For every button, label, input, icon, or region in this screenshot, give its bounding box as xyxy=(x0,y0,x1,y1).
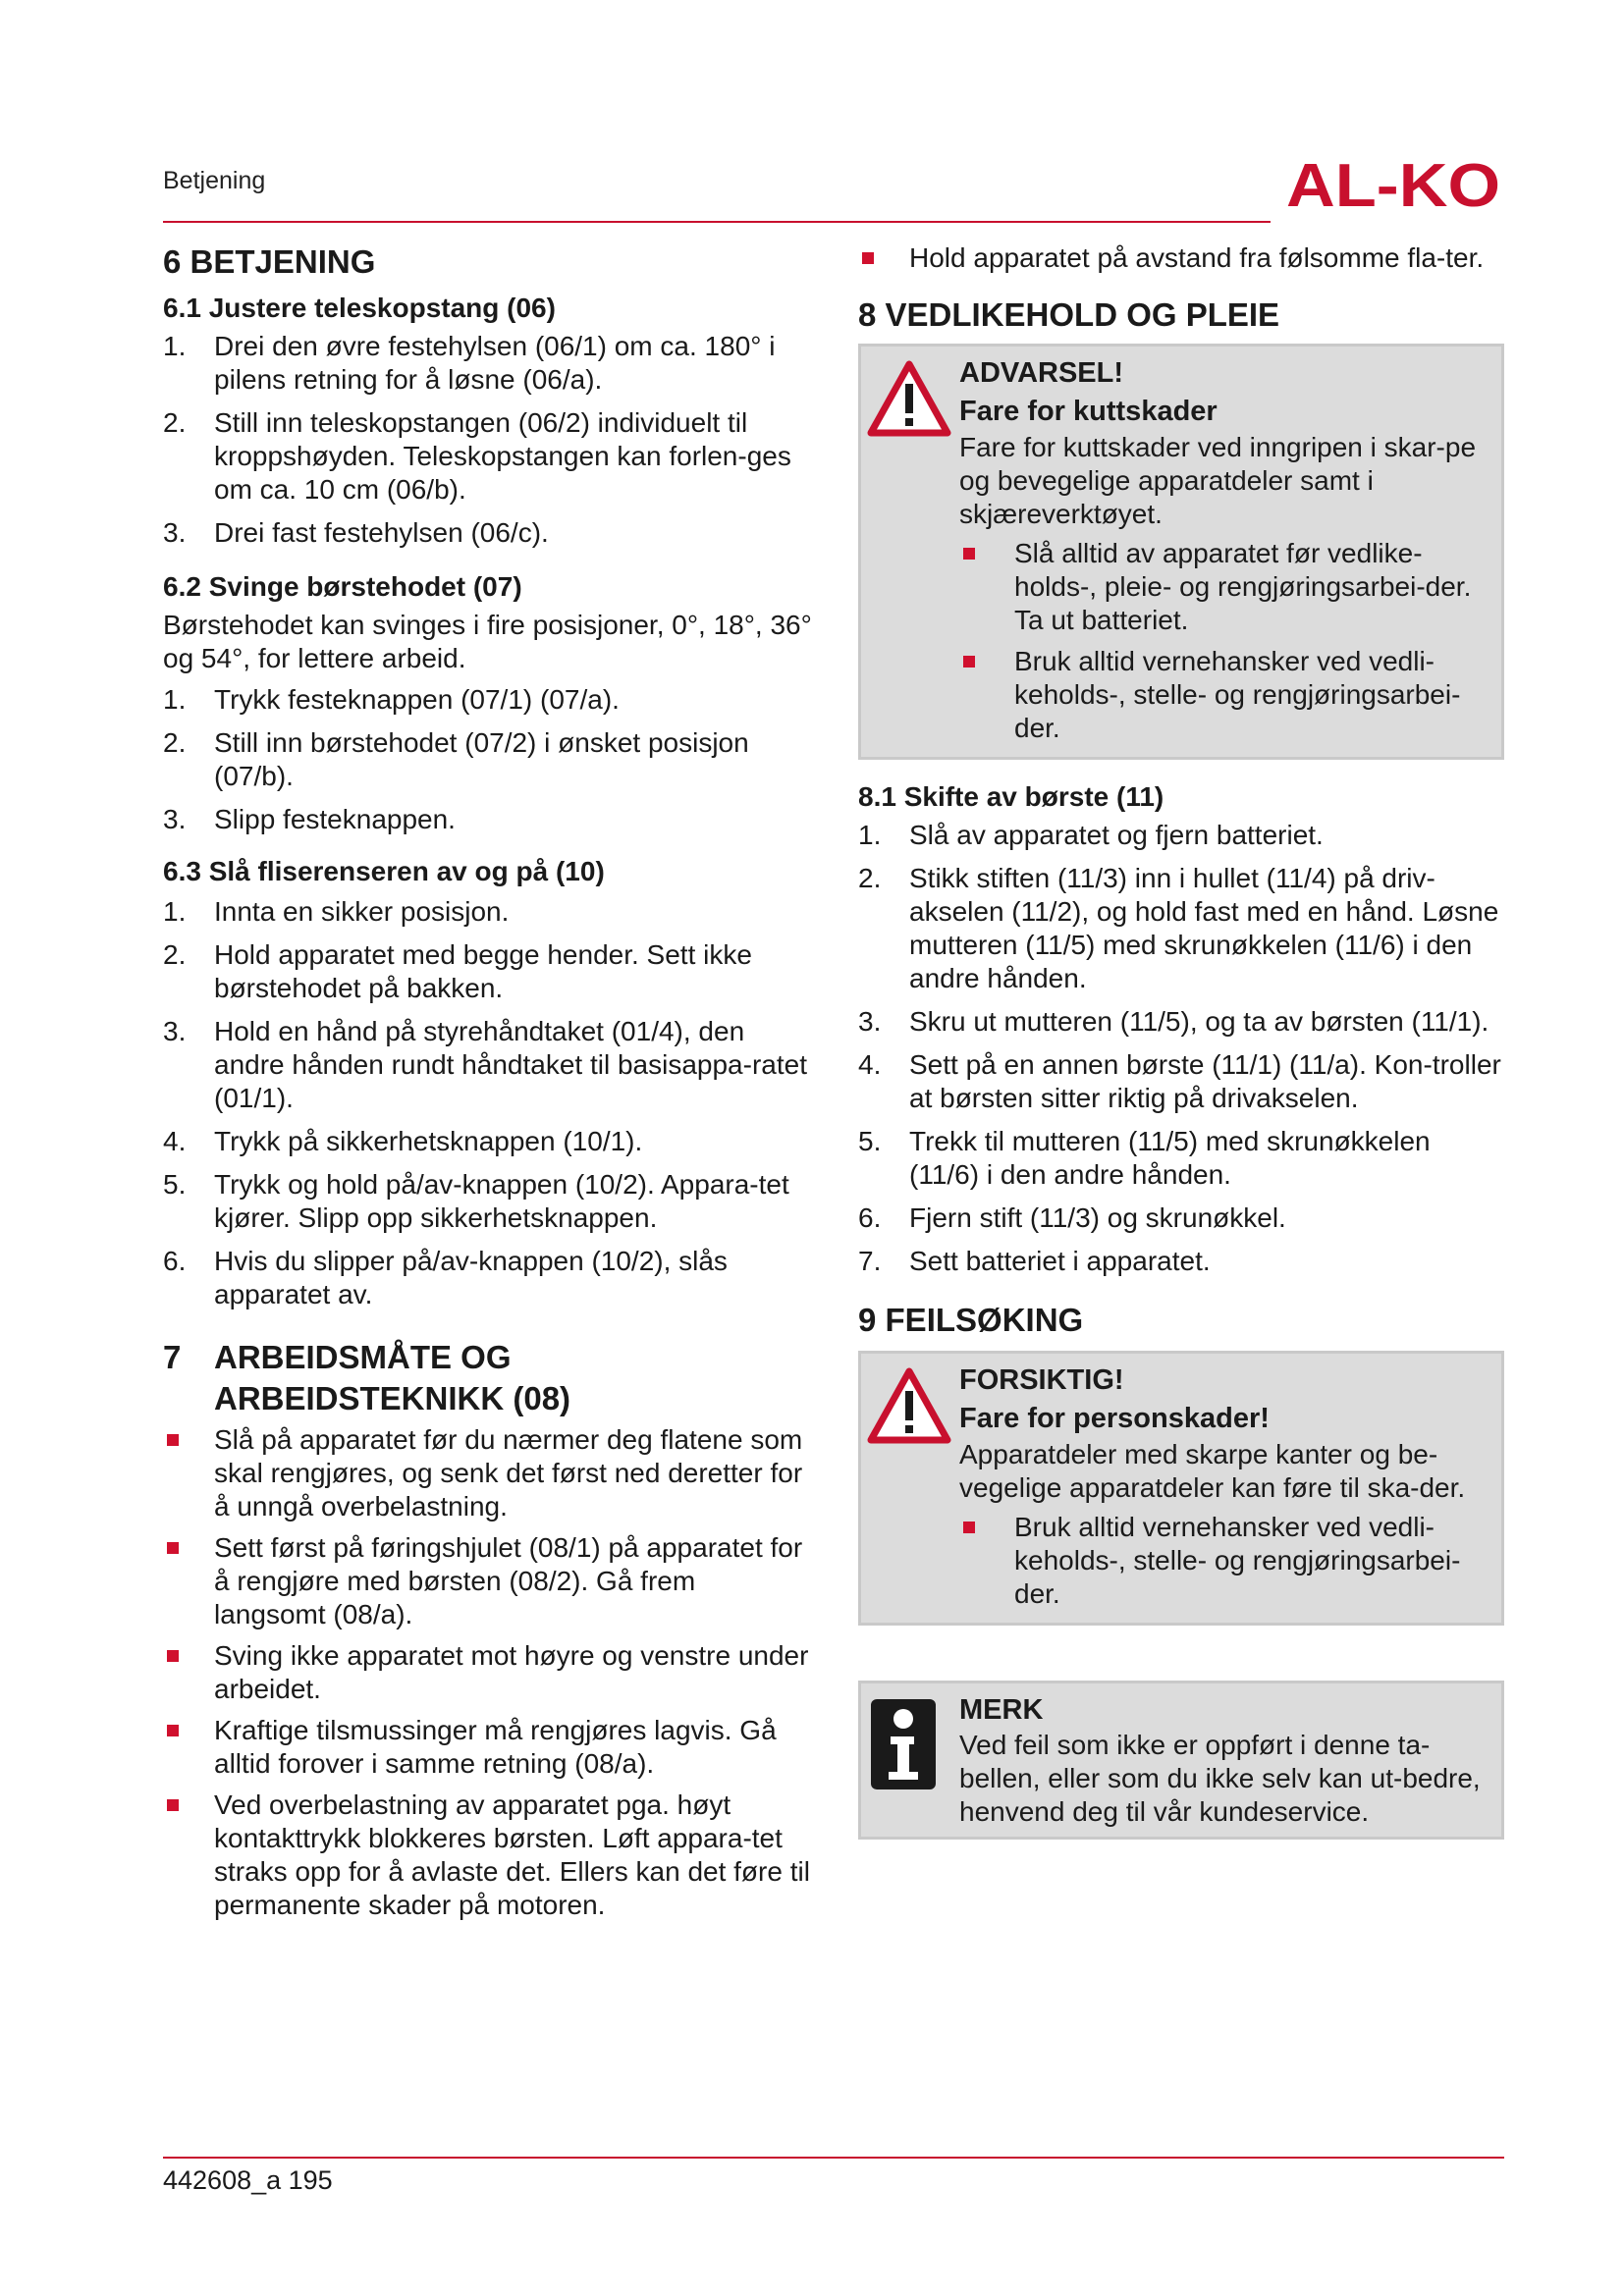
list-item: 6. Hvis du slipper på/av-knappen (10/2), slås apparatet av. xyxy=(163,1246,728,1309)
list-item: Ved overbelastning av apparatet pga. høyt kontakttrykk blokkeres børsten. Løft appara-tet straks opp for å avlaste det. Ellers kan det føre til permanente skader på motoren. xyxy=(163,1789,813,1922)
section-9-heading: 9 FEILSØKING xyxy=(858,1302,1084,1338)
warning-bullets xyxy=(959,537,1489,745)
warning-box xyxy=(858,344,1504,760)
bullet-square-icon xyxy=(963,656,975,667)
list-item: 5. Trykk og hold på/av-knappen (10/2). Appara-tet kjører. Slipp opp sikkerhetsknappen. xyxy=(163,1169,789,1233)
bullet-square-icon xyxy=(963,548,975,560)
section-7-heading: 7 ARBEIDSMÅTE OG ARBEIDSTEKNIKK (08) xyxy=(163,1339,571,1416)
section-7-bullets xyxy=(163,1423,813,1922)
list-item: Bruk alltid vernehansker ved vedli-keholds-, stelle- og rengjøringsarbei-der. xyxy=(959,645,1489,745)
section-6-3-heading: 6.3 Slå fliserenseren av og på (10) xyxy=(163,856,605,886)
list-item: Slå alltid av apparatet før vedlike-holds-, pleie- og rengjøringsarbei-der. Ta ut batteriet. xyxy=(959,537,1489,637)
section-6-2-intro: Børstehodet kan svinges i fire posisjoner, 0°, 18°, 36° og 54°, for lettere arbeid. xyxy=(163,610,812,673)
note-title: MERK xyxy=(959,1694,1044,1726)
alko-logo xyxy=(1284,155,1502,214)
warning-title: ADVARSEL! xyxy=(959,357,1124,389)
section-6-2-heading: 6.2 Svinge børstehodet (07) xyxy=(163,571,522,602)
section-6-2-steps xyxy=(163,683,813,836)
list-item: Hold apparatet på avstand fra følsomme fla-ter. xyxy=(858,241,1504,275)
header-rule xyxy=(163,221,1271,223)
list-item: 2. Hold apparatet med begge hender. Sett ikke børstehodet på bakken. xyxy=(163,939,752,1003)
right-column xyxy=(858,241,1504,1840)
caution-text: Apparatdeler med skarpe kanter og be-vegelige apparatdeler kan føre til ska-der. xyxy=(959,1439,1466,1503)
bullet-square-icon xyxy=(167,1542,179,1554)
footer-rule xyxy=(163,2157,1504,2159)
section-6-heading: 6 BETJENING xyxy=(163,243,376,280)
section-6-3-steps xyxy=(163,895,813,1311)
caution-title: FORSIKTIG! xyxy=(959,1364,1124,1396)
caution-bullets xyxy=(959,1511,1489,1611)
info-icon xyxy=(871,1699,936,1789)
page-footer: 442608_a 195 xyxy=(163,2165,333,2195)
list-item: Kraftige tilsmussinger må rengjøres lagvis. Gå alltid forover i samme retning (08/a). xyxy=(163,1714,813,1781)
list-item: 1. Drei den øvre festehylsen (06/1) om ca. 180° i pilens retning for å løsne (06/a). xyxy=(163,331,776,395)
note-box xyxy=(858,1681,1504,1840)
note-text: Ved feil som ikke er oppført i denne ta-bellen, eller som du ikke selv kan ut-bedre, henvend deg til vår kundeservice. xyxy=(959,1730,1481,1827)
list-item: Sving ikke apparatet mot høyre og venstre under arbeidet. xyxy=(163,1639,813,1706)
section-8-1-heading: 8.1 Skifte av børste (11) xyxy=(858,781,1164,812)
warning-subtitle: Fare for kuttskader xyxy=(959,396,1218,427)
list-item: 5. Trekk til mutteren (11/5) med skrunøkkelen (11/6) i den andre hånden. xyxy=(858,1126,1431,1190)
caution-box xyxy=(858,1351,1504,1626)
warning-text: Fare for kuttskader ved inngripen i skar-pe og bevegelige apparatdeler samt i skjæreverktøyet. xyxy=(959,432,1477,529)
list-item: 3. Hold en hånd på styrehåndtaket (01/4), den andre hånden rundt håndtaket til basisappa-ratet (01/1). xyxy=(163,1016,807,1113)
logo-text: AL-KO xyxy=(1286,155,1500,214)
left-column xyxy=(163,241,813,1922)
list-item: 3. Skru ut mutteren (11/5), og ta av børsten (11/1). xyxy=(858,1006,1489,1037)
continued-bullets xyxy=(858,241,1504,275)
list-item: 3. Slipp festeknappen. xyxy=(163,804,456,834)
list-item: 1. Innta en sikker posisjon. xyxy=(163,896,510,927)
bullet-square-icon xyxy=(167,1725,179,1736)
list-item: 4. Trykk på sikkerhetsknappen (10/1). xyxy=(163,1126,643,1156)
caution-triangle-icon xyxy=(867,1367,951,1444)
list-item: Bruk alltid vernehansker ved vedli-keholds-, stelle- og rengjøringsarbei-der. xyxy=(959,1511,1489,1611)
running-header: Betjening xyxy=(163,167,266,194)
list-item: 2. Still inn børstehodet (07/2) i ønsket posisjon (07/b). xyxy=(163,727,749,791)
section-8-heading: 8 VEDLIKEHOLD OG PLEIE xyxy=(858,296,1280,333)
list-item: 6. Fjern stift (11/3) og skrunøkkel. xyxy=(858,1202,1286,1233)
bullet-square-icon xyxy=(167,1650,179,1662)
bullet-square-icon xyxy=(963,1522,975,1533)
caution-subtitle: Fare for personskader! xyxy=(959,1403,1270,1434)
list-item: 2. Stikk stiften (11/3) inn i hullet (11/4) på driv-akselen (11/2), og hold fast med en hånd. Løsne mutteren (11/5) med skrunøkkelen (11/6) i den andre hånden. xyxy=(858,863,1499,993)
list-item: 2. Still inn teleskopstangen (06/2) individuelt til kroppshøyden. Teleskopstangen kan forlen-ges om ca. 10 cm (06/b). xyxy=(163,407,791,505)
list-item: 1. Trykk festeknappen (07/1) (07/a). xyxy=(163,684,620,715)
list-item: Sett først på føringshjulet (08/1) på apparatet for å rengjøre med børsten (08/2). Gå frem langsomt (08/a). xyxy=(163,1531,813,1631)
bullet-square-icon xyxy=(167,1799,179,1811)
section-6-1-steps xyxy=(163,330,813,550)
warning-triangle-icon xyxy=(867,360,951,437)
list-item: 1. Slå av apparatet og fjern batteriet. xyxy=(858,820,1324,850)
bullet-square-icon xyxy=(862,252,874,264)
section-6-1-heading: 6.1 Justere teleskopstang (06) xyxy=(163,293,556,323)
list-item: 4. Sett på en annen børste (11/1) (11/a). Kon-troller at børsten sitter riktig på drivakselen. xyxy=(858,1049,1501,1113)
list-item: Slå på apparatet før du nærmer deg flatene som skal rengjøres, og senk det først ned deretter for å unngå overbelastning. xyxy=(163,1423,813,1523)
section-8-1-steps xyxy=(858,819,1504,1278)
bullet-square-icon xyxy=(167,1434,179,1446)
list-item: 7. Sett batteriet i apparatet. xyxy=(858,1246,1211,1276)
list-item: 3. Drei fast festehylsen (06/c). xyxy=(163,517,549,548)
